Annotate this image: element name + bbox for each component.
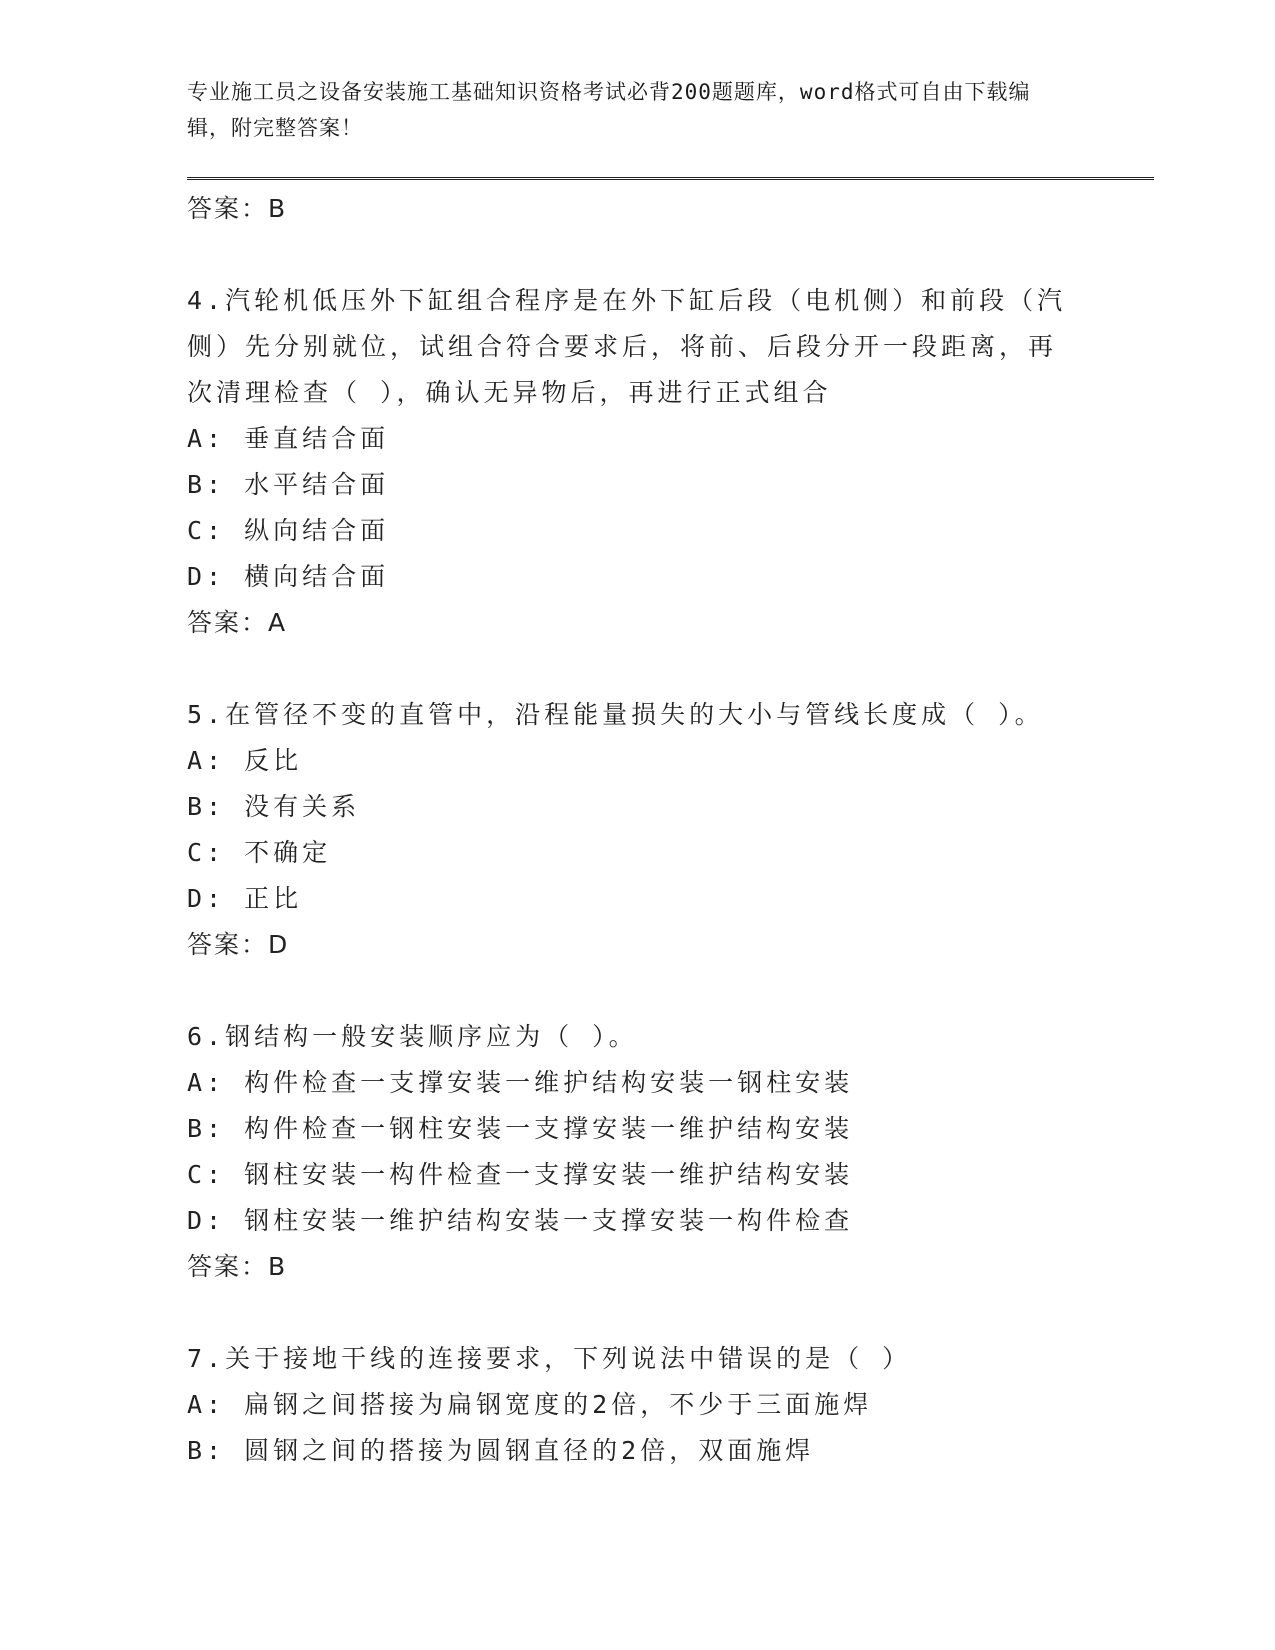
question-4 (187, 278, 1087, 646)
previous-answer: 答案：B (187, 194, 288, 223)
spacer (187, 968, 1087, 1014)
option-a: A: 反比 (187, 746, 303, 775)
header-divider (187, 177, 1154, 180)
answer: 答案：D (187, 930, 290, 959)
option-d: D: 钢柱安装一维护结构安装一支撑安装一构件检查 (187, 1206, 854, 1235)
question-text: 4.汽轮机低压外下缸组合程序是在外下缸后段（电机侧）和前段（汽侧）先分别就位，试组合符合要求后，将前、后段分开一段距离，再次清理检查（ ），确认无异物后，再进行正式组合 (187, 286, 1067, 407)
question-list (187, 186, 1087, 1474)
question-5 (187, 692, 1087, 968)
option-c: C: 钢柱安装一构件检查一支撑安装一维护结构安装 (187, 1160, 854, 1189)
option-d: D: 横向结合面 (187, 562, 390, 591)
spacer (187, 646, 1087, 692)
option-b: B: 水平结合面 (187, 470, 390, 499)
question-text: 7.关于接地干线的连接要求，下列说法中错误的是（ ） (187, 1344, 912, 1373)
answer: 答案：A (187, 608, 288, 637)
question-7 (187, 1336, 1087, 1474)
question-text: 5.在管径不变的直管中，沿程能量损失的大小与管线长度成（ ）。 (187, 700, 1044, 729)
option-b: B: 构件检查一钢柱安装一支撑安装一维护结构安装 (187, 1114, 854, 1143)
spacer (187, 232, 1087, 278)
option-d: D: 正比 (187, 884, 303, 913)
option-a: A: 扁钢之间搭接为扁钢宽度的2倍，不少于三面施焊 (187, 1390, 873, 1419)
option-b: B: 圆钢之间的搭接为圆钢直径的2倍，双面施焊 (187, 1436, 815, 1465)
option-a: A: 构件检查一支撑安装一维护结构安装一钢柱安装 (187, 1068, 854, 1097)
question-text: 6.钢结构一般安装顺序应为（ ）。 (187, 1022, 638, 1051)
option-b: B: 没有关系 (187, 792, 361, 821)
document-header: 专业施工员之设备安装施工基础知识资格考试必背200题题库，word格式可自由下载编辑，附完整答案！ (187, 80, 1031, 140)
spacer (187, 1290, 1087, 1336)
option-c: C: 纵向结合面 (187, 516, 390, 545)
option-a: A: 垂直结合面 (187, 424, 390, 453)
answer: 答案：B (187, 1252, 288, 1281)
question-6 (187, 1014, 1087, 1290)
option-c: C: 不确定 (187, 838, 332, 867)
